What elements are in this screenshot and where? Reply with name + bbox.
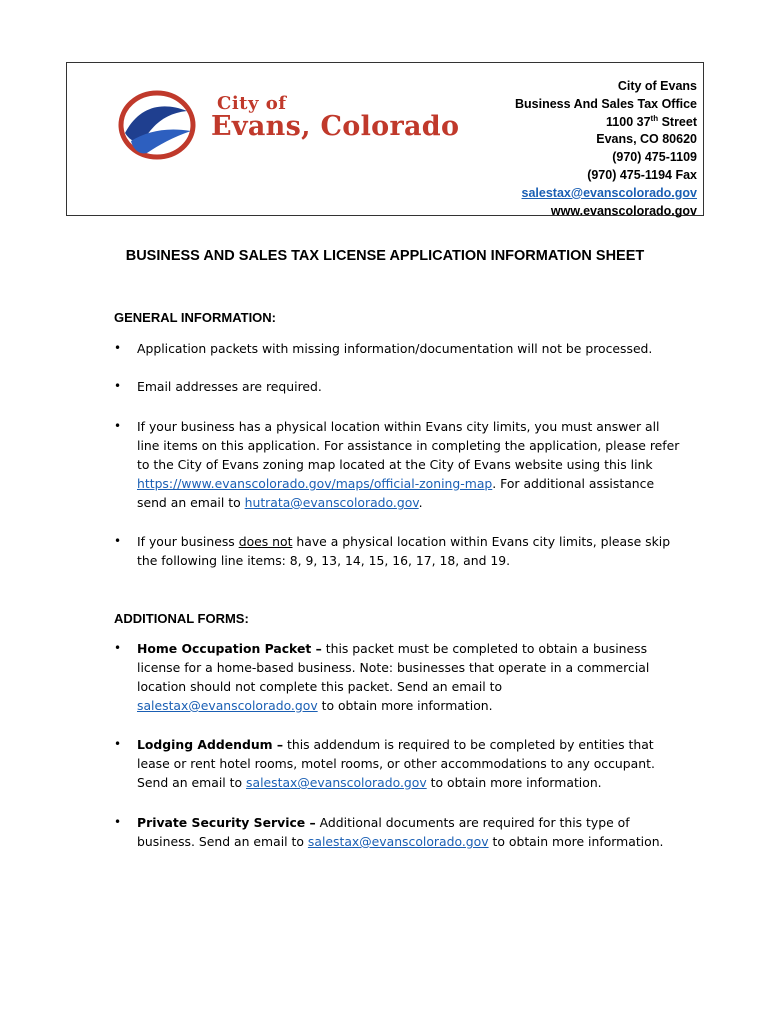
office-city-zip: Evans, CO 80620	[596, 132, 697, 147]
bullet-icon: •	[114, 737, 122, 751]
bullet-icon: •	[114, 341, 122, 355]
general-item-1: • Application packets with missing information/documentation will not be processed.	[114, 341, 653, 356]
security-email-link[interactable]: salestax@evanscolorado.gov	[307, 834, 489, 849]
bullet-icon: •	[114, 815, 122, 829]
bullet-icon: •	[114, 379, 122, 393]
office-email-link[interactable]: salestax@evanscolorado.gov	[521, 185, 697, 200]
city-logo	[117, 87, 460, 167]
office-name: Business And Sales Tax Office	[514, 96, 697, 111]
home-occupation-label: Home Occupation Packet –	[137, 641, 322, 656]
letterhead	[66, 62, 704, 216]
office-street: 1100 37th Street	[606, 113, 697, 129]
lodging-addendum-label: Lodging Addendum –	[137, 737, 284, 752]
home-email-link[interactable]: salestax@evanscolorado.gov	[137, 698, 318, 713]
lodging-addendum-item: • Lodging Addendum – this addendum is required to be completed by entities that lease or rent hotel rooms, motel rooms, or other accommodations to any occupant. Send an email to salestax@evanscolorado.gov to obtain more information.	[114, 737, 655, 790]
general-item-2: • Email addresses are required.	[114, 379, 322, 394]
office-address	[515, 78, 697, 220]
swoosh-logo-icon	[117, 87, 217, 167]
office-website: www.evanscolorado.gov	[550, 203, 697, 218]
logo-evans-colorado: Evans, Colorado	[211, 111, 460, 142]
private-security-label: Private Security Service –	[137, 815, 316, 830]
office-city: City of Evans	[617, 79, 697, 93]
document-title: BUSINESS AND SALES TAX LICENSE APPLICATION INFORMATION SHEET	[125, 248, 645, 264]
private-security-item: • Private Security Service – Additional documents are required for this type of business. Send an email to salestax@evanscolorado.gov to obtain more information.	[114, 815, 664, 849]
general-item-3: • If your business has a physical location within Evans city limits, you must answer all line items on this application. For assistance in completing the application, please refer to the City of Evans zoning map located at the City of Evans website using this link https://www.evanscolorado.gov/maps/official-zoning-map. For additional assistance send an email to hutrata@evanscolorado.gov.	[114, 419, 680, 510]
home-occupation-item: • Home Occupation Packet – this packet must be completed to obtain a business license for a home-based business. Note: businesses that operate in a commercial location should not complete this packet. Send an email to salestax@evanscolorado.gov to obtain more information.	[114, 641, 650, 713]
bullet-icon: •	[114, 641, 122, 655]
additional-forms-heading: ADDITIONAL FORMS:	[114, 611, 249, 626]
office-fax: (970) 475-1194 Fax	[587, 167, 697, 182]
bullet-icon: •	[114, 534, 122, 548]
lodging-email-link[interactable]: salestax@evanscolorado.gov	[246, 775, 427, 790]
zoning-map-link[interactable]: https://www.evanscolorado.gov/maps/official-zoning-map	[137, 476, 493, 491]
general-item-4: • If your business does not have a physical location within Evans city limits, please skip the following line items: 8, 9, 13, 14, 15, 16, 17, 18, and 19.	[114, 534, 671, 568]
office-phone: (970) 475-1109	[612, 150, 697, 165]
bullet-icon: •	[114, 419, 122, 433]
logo-city-of: City of	[217, 93, 287, 114]
hutrata-email-link[interactable]: hutrata@evanscolorado.gov	[244, 495, 419, 510]
general-info-heading: GENERAL INFORMATION:	[114, 310, 277, 325]
